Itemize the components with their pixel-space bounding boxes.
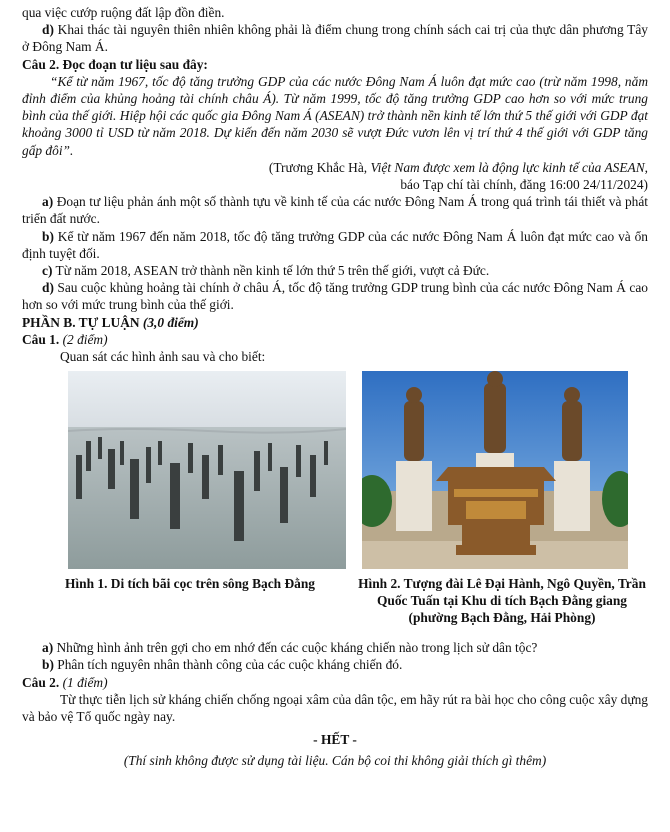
question-2-title: Câu 2. Đọc đoạn tư liệu sau đây: [22,56,208,72]
statement-text: Sau cuộc khủng hoảng tài chính ở châu Á, tốc độ tăng trưởng GDP trung bình của các nước Đông Nam Á cao hơn so với mức trung bình của thế giới. [22,280,648,313]
question-text: Những hình ảnh trên gợi cho em nhớ đến các cuộc kháng chiến nào trong lịch sử dân tộc? [53,640,538,656]
citation-comma: , [644,159,648,175]
source-quote: “Kể từ năm 1967, tốc độ tăng trưởng GDP của các nước Đông Nam Á luôn đạt mức cao (trừ năm 1998, năm đỉnh điểm của khủng hoảng tài chính châu Á). Từ năm 1999, tốc độ tăng trưởng GDP cao hơn so với mức trung bình của thế giới. Hiệp hội các quốc gia Đông Nam Á (ASEAN) trở thành nền kinh tế lớn thứ 5 thế giới với GDP đạt khoảng 3000 tỉ USD từ năm 2018. Dự kiến đến năm 2030 sẽ vượt Đức vươn lên vị trí thứ 4 thế giới với GDP tăng gấp đôi”. [22,73,648,158]
figure-1-image [68,371,346,569]
question-2-text: Từ thực tiễn lịch sử kháng chiến chống ngoại xâm của dân tộc, em hãy rút ra bài học cho công cuộc xây dựng và bảo vệ Tổ quốc ngày nay. [22,691,648,725]
question-1-intro: Quan sát các hình ảnh sau và cho biết: [60,349,266,365]
question-label: a) [42,640,54,656]
question-label: Câu 2. [22,674,63,690]
question-2-heading [22,674,648,691]
text-line: qua việc cướp ruộng đất lập đồn điền. [22,5,225,20]
statement-1d [22,21,648,55]
question-label: Câu 1. [22,331,63,347]
question-1b [22,656,648,673]
statement-d [22,279,648,313]
statement-label: b) [42,228,54,244]
figure-1-caption: Hình 1. Di tích bãi cọc trên sông Bạch Đằng [65,576,315,592]
statement-text: Đoạn tư liệu phản ánh một số thành tựu về kinh tế của các nước Đông Nam Á trong quá trình tái thiết và phát triển đất nước. [22,194,648,227]
statement-a [22,193,648,227]
part-b-title: PHẦN B. TỰ LUẬN [22,314,143,330]
question-1a [22,639,648,656]
statement-label: c) [42,263,53,279]
statement-label: d) [42,280,54,296]
figure-2-image [362,371,628,569]
part-b-heading [22,314,648,331]
statement-label: a) [42,194,54,210]
citation-author: (Trương Khắc Hà, [268,159,371,175]
part-b-points: (3,0 điểm) [142,314,199,330]
figure-2-caption: Hình 2. Tượng đài Lê Đại Hành, Ngô Quyền, Trần Quốc Tuấn tại Khu di tích Bạch Đằng giang (phường Bạch Đằng, Hải Phòng) [358,576,646,626]
statement-c [22,262,648,279]
question-text: Phân tích nguyên nhân thành công của các cuộc kháng chiến đó. [53,657,403,673]
footer-note: (Thí sinh không được sử dụng tài liệu. Cán bộ coi thi không giải thích gì thêm) [123,753,547,769]
question-points: (2 điểm) [62,331,108,347]
question-1-heading [22,331,648,348]
statement-text: Kể từ năm 1967 đến năm 2018, tốc độ tăng trưởng GDP của các nước Đông Nam Á luôn đạt mức cao và ổn định tuyệt đối. [22,228,648,261]
citation-title: Việt Nam được xem là động lực kinh tế của ASEAN [370,159,645,175]
statement-label: d) [42,22,54,38]
source-citation-1 [22,159,648,176]
figures [22,371,648,639]
source-citation-2: báo Tạp chí tài chính, đăng 16:00 24/11/2024) [400,177,648,193]
question-points: (1 điểm) [62,674,108,690]
statement-text: Khai thác tài nguyên thiên nhiên không phải là điểm chung trong chính sách cai trị của thực dân phương Tây ở Đông Nam Á. [22,22,648,55]
statement-text: Từ năm 2018, ASEAN trở thành nền kinh tế lớn thứ 5 trên thế giới, vượt cả Đức. [52,263,490,279]
statement-b [22,228,648,262]
end-marker: - HẾT - [313,732,357,748]
question-label: b) [42,657,54,673]
